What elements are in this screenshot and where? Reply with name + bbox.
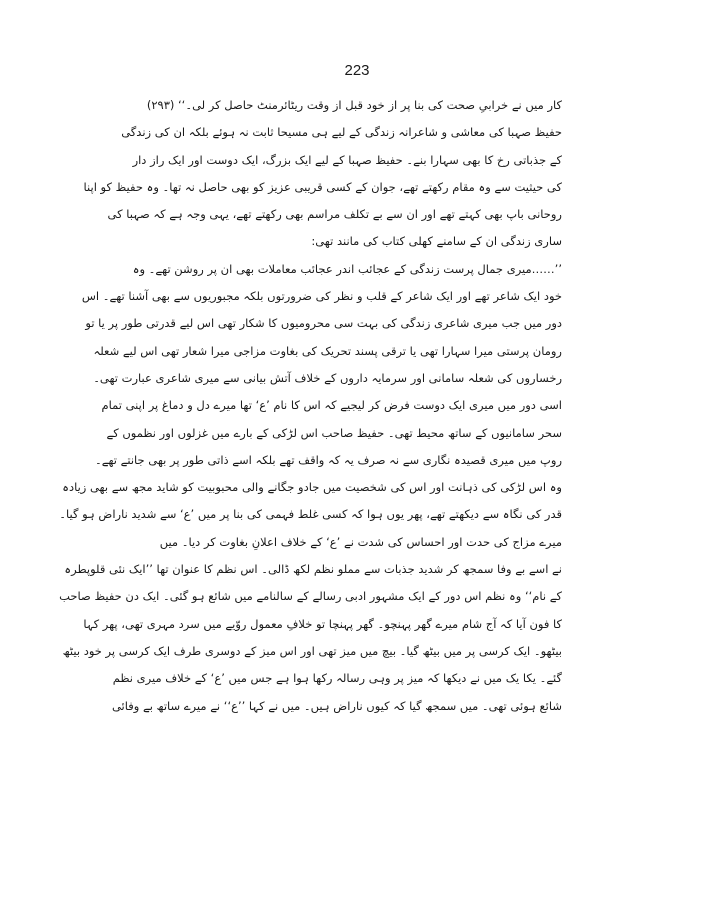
body-text (59, 92, 562, 720)
page-number: 223 (344, 62, 370, 79)
text-line: ’’……میری جمال پرست زندگی کے عجائب اندر عجائب معاملات بھی ان پر روشن تھے۔ وہ (132, 261, 562, 276)
text-line: کار میں نے خرابیِ صحت کی بنا پر از خود قبل از وقت ریٹائرمنٹ حاصل کر لی۔‘‘ (۲۹۳) (146, 98, 562, 112)
text-line: وہ اس لڑکی کی ذہانت اور اس کی شخصیت میں جادو جگانے والی محبوبیت کو شاید مجھ سے بھی زیادہ (62, 480, 562, 495)
text-line: اسی دور میں میری ایک دوست فرض کر لیجیے کہ اس کا نام ’ع‘ تھا میرے دل و دماغ پر اپنی تمام (101, 398, 562, 413)
text-line: میرے مزاج کی حدت اور احساس کی شدت نے ’ع‘ کے خلاف اعلانِ بغاوت کر دیا۔ میں (159, 534, 562, 549)
text-line: حفیظ صہبا کی معاشی و شاعرانہ زندگی کے لیے ہی مسیحا ثابت نہ ہوئے بلکہ ان کی زندگی (121, 125, 562, 140)
text-line: خود ایک شاعر تھے اور ایک شاعر کے قلب و نظر کی ضرورتوں بلکہ مجبوریوں سے بھی آشنا تھے۔ اس (81, 289, 562, 304)
text-line: قدر کی نگاہ سے دیکھتے تھے، پھر یوں ہوا کہ کسی غلط فہمی کی بنا پر میں ’ع‘ سے شدید ناراض ہو گیا۔ (59, 507, 562, 522)
text-line: رومان پرستی میرا سہارا تھی یا ترقی پسند تحریک کی بغاوت مزاجی میرا شعار تھی اس لیے شعلہ (93, 343, 562, 358)
text-line: دور میں جب میری شاعری زندگی کی بہت سی محرومیوں کا شکار تھی اس لیے قدرتی طور پر یا تو (85, 316, 562, 331)
text-line: شائع ہوئی تھی۔ میں سمجھ گیا کہ کیوں ناراض ہیں۔ میں نے کہا ’’ع‘‘ نے میرے ساتھ بے وفائی (111, 698, 562, 713)
text-line: کی حیثیت سے وہ مقام رکھتے تھے، جوان کے کسی قریبی عزیز کو بھی حاصل نہ تھا۔ وہ حفیظ کو اپنا (83, 179, 562, 194)
text-line: ساری زندگی ان کے سامنے کھلی کتاب کی مانند تھی: (311, 234, 562, 249)
text-line: گئے۔ یکا یک میں نے دیکھا کہ میز پر وہی رسالہ رکھا ہوا ہے جس میں ’ع‘ کے خلاف میری نظم (112, 671, 562, 686)
text-line: بیٹھو۔ ایک کرسی پر میں بیٹھ گیا۔ بیچ میں میز تھی اور اس میز کے دوسری طرف ایک کرسی پر خود بیٹھ (62, 643, 562, 658)
text-line: رخساروں کی شعلہ سامانی اور سرمایہ داروں کے خلاف آتش بیانی سے میری شاعری عبارت تھی۔ (93, 370, 562, 385)
text-line: سحر سامانیوں کے ساتھ محیط تھی۔ حفیظ صاحب اس لڑکی کے بارے میں غزلوں اور نظموں کے (106, 425, 562, 440)
text-line: کے جذباتی رخ کا بھی سہارا بنے۔ حفیظ صہبا کے لیے ایک بزرگ، ایک دوست اور ایک راز دار (132, 152, 562, 167)
text-line: کے نام‘‘ وہ نظم اس دور کے ایک مشہور ادبی رسالے کے سالنامے میں شائع ہو گئی۔ ایک دن حفیظ صاحب (59, 589, 562, 604)
text-line: نے اسے بے وفا سمجھ کر شدید جذبات سے مملو نظم لکھ ڈالی۔ اس نظم کا عنوان تھا ’’ایک نئی قلوپطرہ (64, 562, 562, 577)
text-line: روپ میں میری قصیدہ نگاری سے نہ صرف یہ کہ واقف تھے بلکہ اسے ذاتی طور پر بھی جانتے تھے۔ (94, 452, 562, 467)
text-line: کا فون آیا کہ آج شام میرے گھر پہنچو۔ گھر پہنچا تو خلافِ معمول روّیے میں سرد مہری تھی، پھر کہا (83, 616, 562, 631)
text-line: روحانی باپ بھی کہتے تھے اور ان سے بے تکلف مراسم بھی رکھتے تھے، یہی وجہ ہے کہ صہبا کی (107, 207, 562, 222)
